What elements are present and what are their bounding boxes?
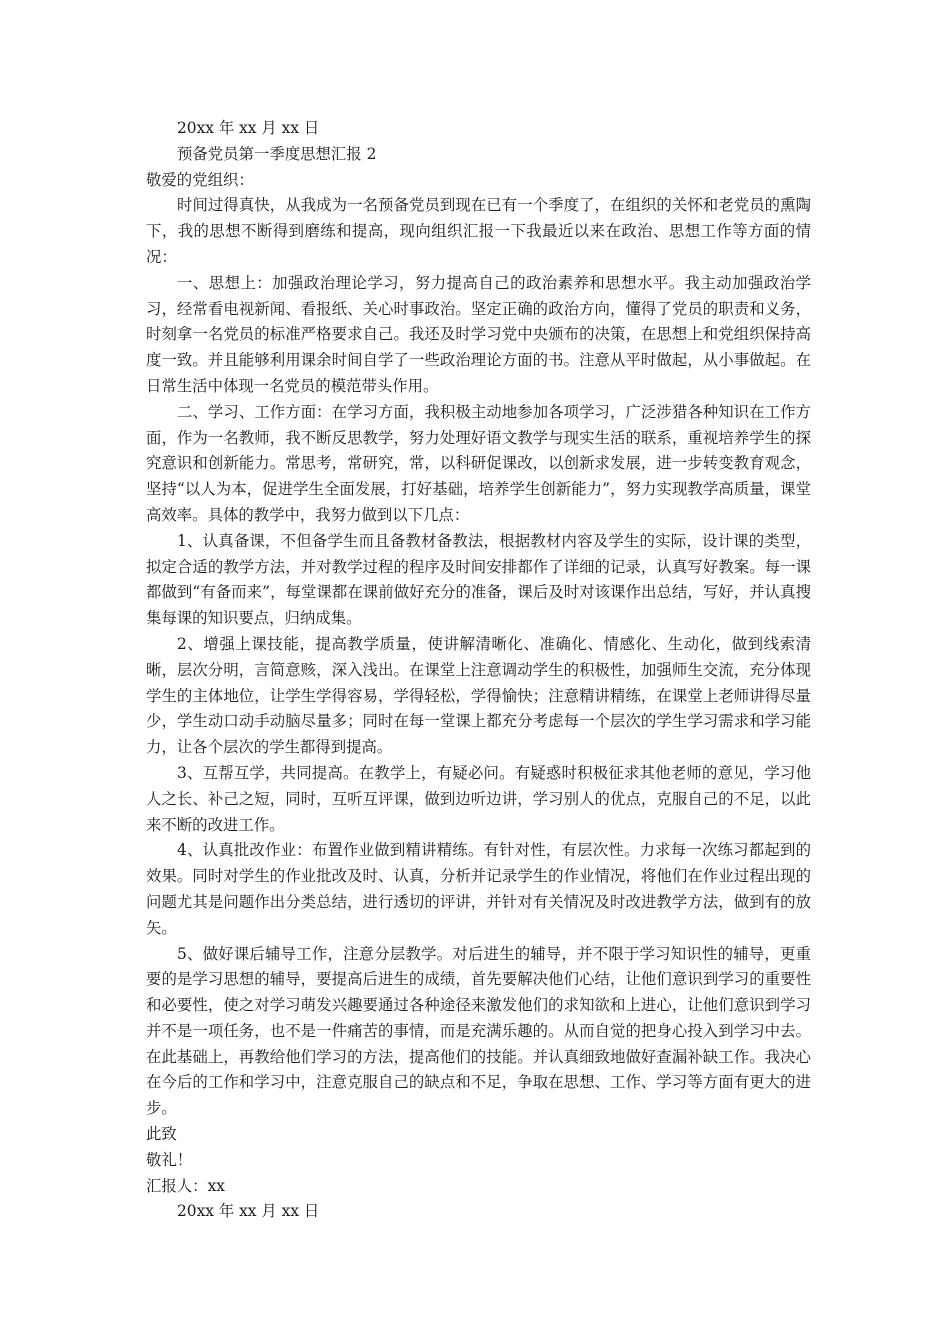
section-thought-paragraph: 一、思想上：加强政治理论学习，努力提高自己的政治素养和思想水平。我主动加强政治学习，经常看电视新闻、看报纸、关心时事政治。坚定正确的政治方向，懂得了党员的职责和义务，时刻拿一名党员的标准严格要求自己。我还及时学习党中央颁布的决策，在思想上和党组织保持高度一致。并且能够利用课余时间自学了一些政治理论方面的书。注意从平时做起，从小事做起。在日常生活中体现一名党员的模范带头作用。 <box>146 273 811 395</box>
reporter-signature: 汇报人：xx <box>146 1176 225 1195</box>
document-title: 预备党员第一季度思想汇报 2 <box>177 144 377 163</box>
document-page <box>146 116 811 1225</box>
section-study-work-paragraph: 二、学习、工作方面：在学习方面，我积极主动地参加各项学习，广泛涉猎各种知识在工作方面，作为一名教师，我不断反思教学，努力处理好语文教学与现实生活的联系，重视培养学生的探究意识和创新能力。常思考，常研究，常，以科研促课改，以创新求发展，进一步转变教育观念，坚持“以人为本，促进学生全面发展，打好基础，培养学生创新能力”，努力实现教学高质量，课堂高效率。具体的教学中，我努力做到以下几点： <box>146 402 811 524</box>
intro-paragraph: 时间过得真快，从我成为一名预备党员到现在已有一个季度了，在组织的关怀和老党员的熏陶下，我的思想不断得到磨练和提高，现向组织汇报一下我最近以来在政治、思想工作等方面的情况： <box>146 196 811 266</box>
top-date: 20xx 年 xx 月 xx 日 <box>177 119 320 137</box>
point-4-paragraph: 4、认真批改作业：布置作业做到精讲精练。有针对性，有层次性。力求每一次练习都起到的效果。同时对学生的作业批改及时、认真，分析并记录学生的作业情况，将他们在作业过程出现的问题尤其是问题作出分类总结，进行透切的评讲，并针对有关情况及时改进教学方法，做到有的放矢。 <box>146 841 811 937</box>
bottom-date: 20xx 年 xx 月 xx 日 <box>177 1202 320 1221</box>
closing-ci-zhi: 此致 <box>146 1125 177 1144</box>
point-3-paragraph: 3、互帮互学，共同提高。在教学上，有疑必问。有疑惑时积极征求其他老师的意见，学习他人之长、补己之短，同时，互听互评课，做到边听边讲，学习别人的优点，克服自己的不足，以此来不断的改进工作。 <box>146 763 811 834</box>
salutation: 敬爱的党组织： <box>146 170 254 189</box>
closing-jing-li: 敬礼！ <box>146 1150 193 1169</box>
point-1-paragraph: 1、认真备课，不但备学生而且备教材备教法，根据教材内容及学生的实际，设计课的类型，拟定合适的教学方法，并对教学过程的程序及时间安排都作了详细的记录，认真写好教案。每一课都做到“有备而来”，每堂课都在课前做好充分的准备，课后及时对该课作出总结，写好，并认真搜集每课的知识要点，归纳成集。 <box>146 531 811 628</box>
point-5-paragraph: 5、做好课后辅导工作，注意分层教学。对后进生的辅导，并不限于学习知识性的辅导，更重要的是学习思想的辅导，要提高后进生的成绩，首先要解决他们心结，让他们意识到学习的重要性和必要性，使之对学习萌发兴趣要通过各种途径来激发他们的求知欲和上进心，让他们意识到学习并不是一项任务，也不是一件痛苦的事情，而是充满乐趣的。从而自觉的把身心投入到学习中去。在此基础上，再教给他们学习的方法，提高他们的技能。并认真细致地做好查漏补缺工作。我决心在今后的工作和学习中，注意克服自己的缺点和不足，争取在思想、工作、学习等方面有更大的进步。 <box>146 944 811 1118</box>
point-2-paragraph: 2、增强上课技能，提高教学质量，使讲解清晰化、准确化、情感化、生动化，做到线索清晰，层次分明，言简意赅，深入浅出。在课堂上注意调动学生的积极性，加强师生交流，充分体现学生的主体地位，让学生学得容易，学得轻松，学得愉快；注意精讲精练，在课堂上老师讲得尽量少，学生动口动手动脑尽量多；同时在每一堂课上都充分考虑每一个层次的学生学习需求和学习能力，让各个层次的学生都得到提高。 <box>146 634 811 757</box>
